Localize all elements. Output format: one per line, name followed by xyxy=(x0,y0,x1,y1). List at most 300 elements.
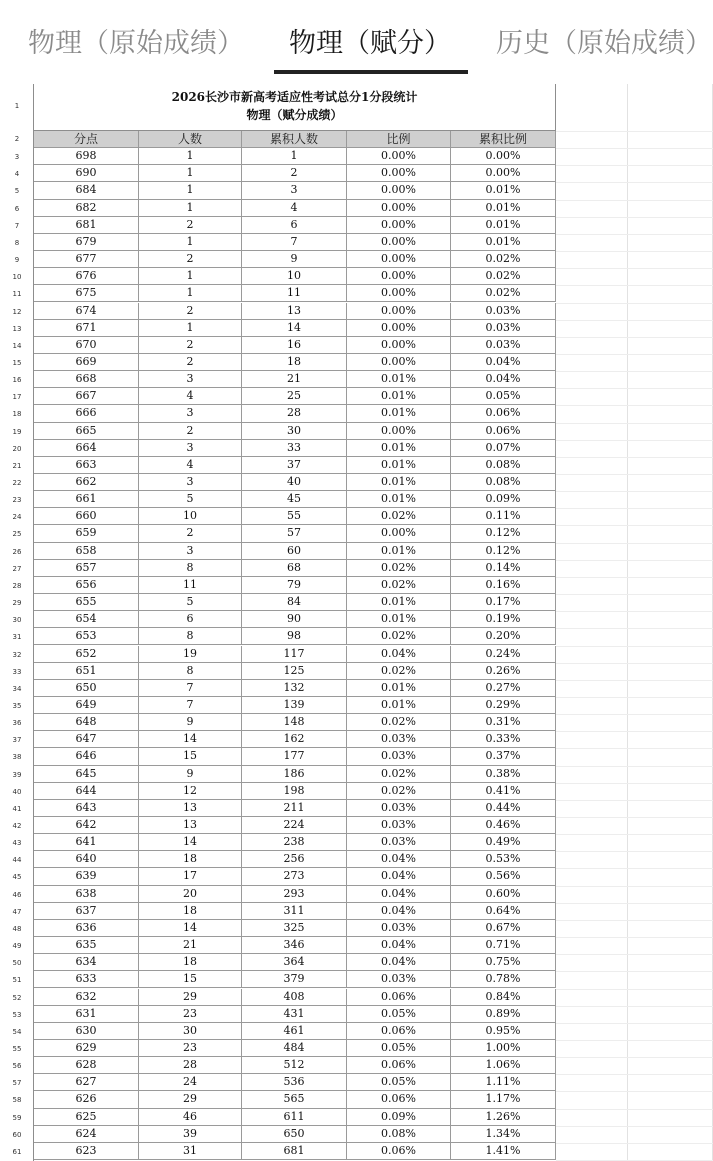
empty-gridline xyxy=(556,800,713,801)
cell-cumulative-ratio: 0.03% xyxy=(451,337,556,353)
cell-cumulative-count: 68 xyxy=(242,560,347,576)
row-number: 58 xyxy=(12,1096,22,1105)
row-number: 41 xyxy=(12,804,22,813)
cell-cumulative-count: 512 xyxy=(242,1057,347,1073)
empty-gridline xyxy=(556,165,713,166)
cell-score: 669 xyxy=(34,354,139,370)
empty-gridline xyxy=(556,851,713,852)
table-row xyxy=(34,663,556,680)
header-count: 人数 xyxy=(139,131,242,147)
table-row xyxy=(34,1143,556,1160)
cell-cumulative-ratio: 0.49% xyxy=(451,834,556,850)
table-row xyxy=(34,646,556,663)
empty-gridline xyxy=(556,954,713,955)
cell-cumulative-count: 21 xyxy=(242,371,347,387)
table-row xyxy=(34,268,556,285)
header-ratio: 比例 xyxy=(347,131,451,147)
empty-gridline xyxy=(556,1109,713,1110)
cell-count: 20 xyxy=(139,886,242,902)
row-number: 48 xyxy=(12,924,22,933)
cell-cumulative-count: 536 xyxy=(242,1074,347,1090)
cell-count: 7 xyxy=(139,697,242,713)
cell-cumulative-ratio: 1.11% xyxy=(451,1074,556,1090)
row-number: 5 xyxy=(14,187,20,196)
row-number: 33 xyxy=(12,667,22,676)
cell-cumulative-ratio: 0.24% xyxy=(451,646,556,662)
cell-ratio: 0.00% xyxy=(347,320,451,336)
cell-count: 12 xyxy=(139,783,242,799)
empty-gridline xyxy=(556,354,713,355)
cell-cumulative-ratio: 0.78% xyxy=(451,971,556,987)
row-number: 9 xyxy=(14,256,20,265)
tab-physics-scaled[interactable]: 物理（赋分） xyxy=(289,28,451,59)
cell-cumulative-count: 132 xyxy=(242,680,347,696)
empty-gridline xyxy=(556,663,713,664)
cell-count: 30 xyxy=(139,1023,242,1039)
empty-gridline xyxy=(556,886,713,887)
empty-gridline xyxy=(556,423,713,424)
cell-cumulative-ratio: 0.12% xyxy=(451,543,556,559)
cell-ratio: 0.01% xyxy=(347,457,451,473)
row-number: 8 xyxy=(14,238,20,247)
cell-ratio: 0.00% xyxy=(347,217,451,233)
cell-cumulative-count: 90 xyxy=(242,611,347,627)
cell-score: 659 xyxy=(34,525,139,541)
cell-score: 664 xyxy=(34,440,139,456)
cell-ratio: 0.05% xyxy=(347,1006,451,1022)
table-row xyxy=(34,474,556,491)
cell-score: 640 xyxy=(34,851,139,867)
cell-cumulative-ratio: 0.89% xyxy=(451,1006,556,1022)
empty-gridline xyxy=(556,611,713,612)
tab-history-raw[interactable]: 历史（原始成绩） xyxy=(496,28,712,59)
row-number: 11 xyxy=(12,290,22,299)
cell-count: 29 xyxy=(139,1091,242,1107)
cell-score: 663 xyxy=(34,457,139,473)
cell-count: 2 xyxy=(139,337,242,353)
cell-count: 14 xyxy=(139,920,242,936)
empty-gridline xyxy=(556,148,713,149)
empty-column xyxy=(556,84,713,1161)
cell-ratio: 0.03% xyxy=(347,817,451,833)
cell-score: 651 xyxy=(34,663,139,679)
row-number: 25 xyxy=(12,530,22,539)
cell-ratio: 0.03% xyxy=(347,834,451,850)
table-row xyxy=(34,611,556,628)
cell-count: 2 xyxy=(139,303,242,319)
table-row xyxy=(34,817,556,834)
cell-ratio: 0.00% xyxy=(347,165,451,181)
row-number: 47 xyxy=(12,907,22,916)
cell-cumulative-ratio: 0.02% xyxy=(451,268,556,284)
empty-gridline xyxy=(556,303,713,304)
cell-score: 627 xyxy=(34,1074,139,1090)
cell-score: 649 xyxy=(34,697,139,713)
table-row xyxy=(34,1040,556,1057)
empty-gridline xyxy=(556,131,713,132)
cell-ratio: 0.04% xyxy=(347,954,451,970)
sheet-subtitle: 物理（赋分成绩） xyxy=(246,108,343,122)
cell-cumulative-count: 33 xyxy=(242,440,347,456)
row-number: 16 xyxy=(12,376,22,385)
cell-cumulative-ratio: 0.46% xyxy=(451,817,556,833)
row-number: 29 xyxy=(12,599,22,608)
cell-count: 3 xyxy=(139,543,242,559)
cell-ratio: 0.09% xyxy=(347,1109,451,1125)
cell-ratio: 0.06% xyxy=(347,989,451,1005)
table-row xyxy=(34,1023,556,1040)
cell-cumulative-ratio: 1.41% xyxy=(451,1143,556,1159)
cell-ratio: 0.06% xyxy=(347,1057,451,1073)
cell-ratio: 0.02% xyxy=(347,714,451,730)
cell-cumulative-ratio: 0.44% xyxy=(451,800,556,816)
cell-ratio: 0.06% xyxy=(347,1143,451,1159)
cell-cumulative-count: 10 xyxy=(242,268,347,284)
table-row xyxy=(34,954,556,971)
cell-ratio: 0.00% xyxy=(347,303,451,319)
cell-count: 31 xyxy=(139,1143,242,1159)
cell-ratio: 0.06% xyxy=(347,1091,451,1107)
cell-score: 643 xyxy=(34,800,139,816)
empty-gridline xyxy=(556,783,713,784)
cell-count: 8 xyxy=(139,628,242,644)
cell-score: 661 xyxy=(34,491,139,507)
row-number: 59 xyxy=(12,1113,22,1122)
cell-cumulative-count: 28 xyxy=(242,405,347,421)
cell-cumulative-count: 79 xyxy=(242,577,347,593)
table-row xyxy=(34,440,556,457)
cell-cumulative-ratio: 0.75% xyxy=(451,954,556,970)
table-row xyxy=(34,371,556,388)
cell-ratio: 0.03% xyxy=(347,920,451,936)
cell-count: 7 xyxy=(139,680,242,696)
empty-gridline xyxy=(556,337,713,338)
cell-ratio: 0.02% xyxy=(347,628,451,644)
empty-gridline xyxy=(556,971,713,972)
empty-gridline xyxy=(556,1006,713,1007)
cell-ratio: 0.06% xyxy=(347,1023,451,1039)
cell-ratio: 0.03% xyxy=(347,731,451,747)
cell-score: 648 xyxy=(34,714,139,730)
table-row xyxy=(34,148,556,165)
cell-ratio: 0.00% xyxy=(347,354,451,370)
empty-gridline xyxy=(556,1126,713,1127)
cell-cumulative-ratio: 0.20% xyxy=(451,628,556,644)
row-number: 13 xyxy=(12,324,22,333)
cell-cumulative-count: 7 xyxy=(242,234,347,250)
table-row xyxy=(34,628,556,645)
table-row xyxy=(34,354,556,371)
cell-cumulative-count: 346 xyxy=(242,937,347,953)
cell-cumulative-count: 57 xyxy=(242,525,347,541)
row-number: 19 xyxy=(12,427,22,436)
empty-gridline xyxy=(556,182,713,183)
row-number: 10 xyxy=(12,273,22,282)
cell-count: 1 xyxy=(139,320,242,336)
table-row xyxy=(34,766,556,783)
cell-ratio: 0.01% xyxy=(347,611,451,627)
active-tab-indicator xyxy=(274,70,468,74)
empty-gridline xyxy=(556,903,713,904)
cell-cumulative-ratio: 0.08% xyxy=(451,457,556,473)
cell-cumulative-ratio: 0.03% xyxy=(451,320,556,336)
cell-cumulative-count: 325 xyxy=(242,920,347,936)
table-row xyxy=(34,320,556,337)
table-row xyxy=(34,560,556,577)
cell-cumulative-ratio: 0.84% xyxy=(451,989,556,1005)
cell-cumulative-count: 16 xyxy=(242,337,347,353)
row-number: 6 xyxy=(14,204,20,213)
cell-cumulative-ratio: 0.05% xyxy=(451,388,556,404)
cell-score: 690 xyxy=(34,165,139,181)
row-number: 43 xyxy=(12,839,22,848)
cell-count: 3 xyxy=(139,474,242,490)
cell-score: 628 xyxy=(34,1057,139,1073)
cell-score: 635 xyxy=(34,937,139,953)
cell-count: 14 xyxy=(139,731,242,747)
cell-score: 684 xyxy=(34,182,139,198)
empty-gridline xyxy=(556,474,713,475)
cell-cumulative-ratio: 0.01% xyxy=(451,200,556,216)
empty-gridline xyxy=(556,817,713,818)
cell-cumulative-count: 11 xyxy=(242,285,347,301)
table-row xyxy=(34,337,556,354)
table-row xyxy=(34,834,556,851)
cell-cumulative-count: 55 xyxy=(242,508,347,524)
cell-cumulative-count: 565 xyxy=(242,1091,347,1107)
cell-cumulative-count: 13 xyxy=(242,303,347,319)
cell-cumulative-count: 364 xyxy=(242,954,347,970)
cell-cumulative-ratio: 0.64% xyxy=(451,903,556,919)
empty-gridline xyxy=(556,440,713,441)
row-number: 31 xyxy=(12,633,22,642)
cell-ratio: 0.04% xyxy=(347,868,451,884)
cell-score: 645 xyxy=(34,766,139,782)
row-number: 42 xyxy=(12,822,22,830)
cell-score: 675 xyxy=(34,285,139,301)
cell-cumulative-count: 148 xyxy=(242,714,347,730)
cell-cumulative-count: 461 xyxy=(242,1023,347,1039)
cell-score: 666 xyxy=(34,405,139,421)
cell-count: 15 xyxy=(139,971,242,987)
row-number: 26 xyxy=(12,547,22,556)
cell-cumulative-count: 431 xyxy=(242,1006,347,1022)
cell-cumulative-ratio: 1.00% xyxy=(451,1040,556,1056)
cell-cumulative-count: 681 xyxy=(242,1143,347,1159)
cell-cumulative-ratio: 0.56% xyxy=(451,868,556,884)
row-number: 55 xyxy=(12,1044,22,1053)
cell-count: 8 xyxy=(139,560,242,576)
row-number: 51 xyxy=(12,976,22,985)
cell-score: 641 xyxy=(34,834,139,850)
empty-gridline xyxy=(556,320,713,321)
cell-count: 5 xyxy=(139,594,242,610)
cell-score: 629 xyxy=(34,1040,139,1056)
cell-ratio: 0.00% xyxy=(347,182,451,198)
cell-score: 632 xyxy=(34,989,139,1005)
cell-cumulative-ratio: 0.29% xyxy=(451,697,556,713)
cell-cumulative-ratio: 0.17% xyxy=(451,594,556,610)
cell-score: 634 xyxy=(34,954,139,970)
cell-score: 679 xyxy=(34,234,139,250)
cell-count: 19 xyxy=(139,646,242,662)
cell-cumulative-ratio: 0.04% xyxy=(451,354,556,370)
cell-cumulative-ratio: 0.67% xyxy=(451,920,556,936)
cell-ratio: 0.00% xyxy=(347,525,451,541)
table-row xyxy=(34,217,556,234)
cell-cumulative-count: 224 xyxy=(242,817,347,833)
cell-ratio: 0.00% xyxy=(347,148,451,164)
table-row xyxy=(34,182,556,199)
cell-cumulative-ratio: 0.33% xyxy=(451,731,556,747)
empty-gridline xyxy=(556,200,713,201)
cell-ratio: 0.00% xyxy=(347,268,451,284)
cell-cumulative-count: 273 xyxy=(242,868,347,884)
cell-cumulative-count: 2 xyxy=(242,165,347,181)
row-number: 24 xyxy=(12,513,22,522)
table-row xyxy=(34,937,556,954)
cell-cumulative-count: 25 xyxy=(242,388,347,404)
table-row xyxy=(34,1006,556,1023)
header-row xyxy=(34,131,556,148)
tab-physics-raw[interactable]: 物理（原始成绩） xyxy=(28,28,244,59)
cell-count: 3 xyxy=(139,440,242,456)
table-row xyxy=(34,251,556,268)
cell-score: 655 xyxy=(34,594,139,610)
table-row xyxy=(34,731,556,748)
cell-count: 46 xyxy=(139,1109,242,1125)
empty-gridline xyxy=(556,388,713,389)
cell-cumulative-count: 293 xyxy=(242,886,347,902)
row-number: 39 xyxy=(12,770,22,779)
table-row xyxy=(34,457,556,474)
table-row xyxy=(34,697,556,714)
table-row xyxy=(34,1126,556,1143)
empty-gridline xyxy=(556,457,713,458)
cell-score: 660 xyxy=(34,508,139,524)
empty-gridline xyxy=(556,766,713,767)
cell-cumulative-ratio: 0.14% xyxy=(451,560,556,576)
row-number: 46 xyxy=(12,890,22,899)
empty-gridline xyxy=(556,1023,713,1024)
cell-ratio: 0.00% xyxy=(347,285,451,301)
row-number: 61 xyxy=(12,1147,22,1156)
cell-ratio: 0.05% xyxy=(347,1040,451,1056)
empty-gridline xyxy=(556,697,713,698)
table-row xyxy=(34,783,556,800)
empty-gridline xyxy=(556,1057,713,1058)
cell-cumulative-count: 4 xyxy=(242,200,347,216)
cell-count: 14 xyxy=(139,834,242,850)
cell-cumulative-ratio: 0.60% xyxy=(451,886,556,902)
cell-cumulative-ratio: 0.19% xyxy=(451,611,556,627)
cell-score: 644 xyxy=(34,783,139,799)
empty-gridline xyxy=(556,937,713,938)
empty-gridline xyxy=(556,646,713,647)
row-number: 27 xyxy=(12,564,22,573)
cell-count: 2 xyxy=(139,525,242,541)
cell-score: 671 xyxy=(34,320,139,336)
cell-cumulative-count: 186 xyxy=(242,766,347,782)
cell-count: 13 xyxy=(139,817,242,833)
cell-score: 646 xyxy=(34,748,139,764)
cell-cumulative-ratio: 0.16% xyxy=(451,577,556,593)
cell-cumulative-ratio: 0.12% xyxy=(451,525,556,541)
cell-count: 23 xyxy=(139,1040,242,1056)
cell-count: 1 xyxy=(139,234,242,250)
row-number: 20 xyxy=(12,444,22,453)
row-number: 52 xyxy=(12,993,22,1002)
sheet-title-cell xyxy=(34,84,556,131)
empty-gridline xyxy=(556,371,713,372)
cell-score: 657 xyxy=(34,560,139,576)
cell-ratio: 0.01% xyxy=(347,594,451,610)
cell-cumulative-ratio: 0.26% xyxy=(451,663,556,679)
cell-score: 674 xyxy=(34,303,139,319)
row-number: 49 xyxy=(12,942,22,951)
cell-cumulative-ratio: 0.53% xyxy=(451,851,556,867)
empty-gridline xyxy=(556,714,713,715)
row-number: 44 xyxy=(12,856,22,865)
cell-cumulative-ratio: 1.26% xyxy=(451,1109,556,1125)
cell-cumulative-count: 311 xyxy=(242,903,347,919)
row-number: 34 xyxy=(12,684,22,693)
cell-ratio: 0.01% xyxy=(347,697,451,713)
table-row xyxy=(34,886,556,903)
empty-gridline xyxy=(556,234,713,235)
cell-count: 11 xyxy=(139,577,242,593)
cell-cumulative-count: 1 xyxy=(242,148,347,164)
row-number: 1 xyxy=(14,102,20,110)
cell-cumulative-count: 37 xyxy=(242,457,347,473)
cell-cumulative-count: 177 xyxy=(242,748,347,764)
table-row xyxy=(34,989,556,1006)
cell-score: 698 xyxy=(34,148,139,164)
cell-count: 3 xyxy=(139,405,242,421)
row-number-column xyxy=(0,84,34,1161)
cell-count: 1 xyxy=(139,285,242,301)
row-number: 2 xyxy=(14,135,20,143)
cell-count: 2 xyxy=(139,251,242,267)
cell-count: 17 xyxy=(139,868,242,884)
cell-ratio: 0.00% xyxy=(347,234,451,250)
cell-cumulative-count: 125 xyxy=(242,663,347,679)
cell-cumulative-ratio: 0.08% xyxy=(451,474,556,490)
cell-count: 1 xyxy=(139,165,242,181)
cell-score: 639 xyxy=(34,868,139,884)
cell-cumulative-count: 198 xyxy=(242,783,347,799)
empty-gridline xyxy=(556,1074,713,1075)
cell-cumulative-ratio: 0.06% xyxy=(451,405,556,421)
cell-cumulative-count: 162 xyxy=(242,731,347,747)
row-number: 15 xyxy=(12,358,22,367)
spreadsheet xyxy=(0,84,713,1161)
cell-cumulative-ratio: 0.27% xyxy=(451,680,556,696)
table-row xyxy=(34,714,556,731)
cell-ratio: 0.04% xyxy=(347,646,451,662)
cell-score: 682 xyxy=(34,200,139,216)
cell-ratio: 0.01% xyxy=(347,440,451,456)
row-number: 18 xyxy=(12,410,22,419)
cell-ratio: 0.04% xyxy=(347,903,451,919)
cell-count: 9 xyxy=(139,714,242,730)
cell-cumulative-count: 650 xyxy=(242,1126,347,1142)
cell-count: 2 xyxy=(139,423,242,439)
cell-cumulative-count: 18 xyxy=(242,354,347,370)
cell-ratio: 0.04% xyxy=(347,937,451,953)
cell-score: 670 xyxy=(34,337,139,353)
row-number: 22 xyxy=(12,479,22,487)
